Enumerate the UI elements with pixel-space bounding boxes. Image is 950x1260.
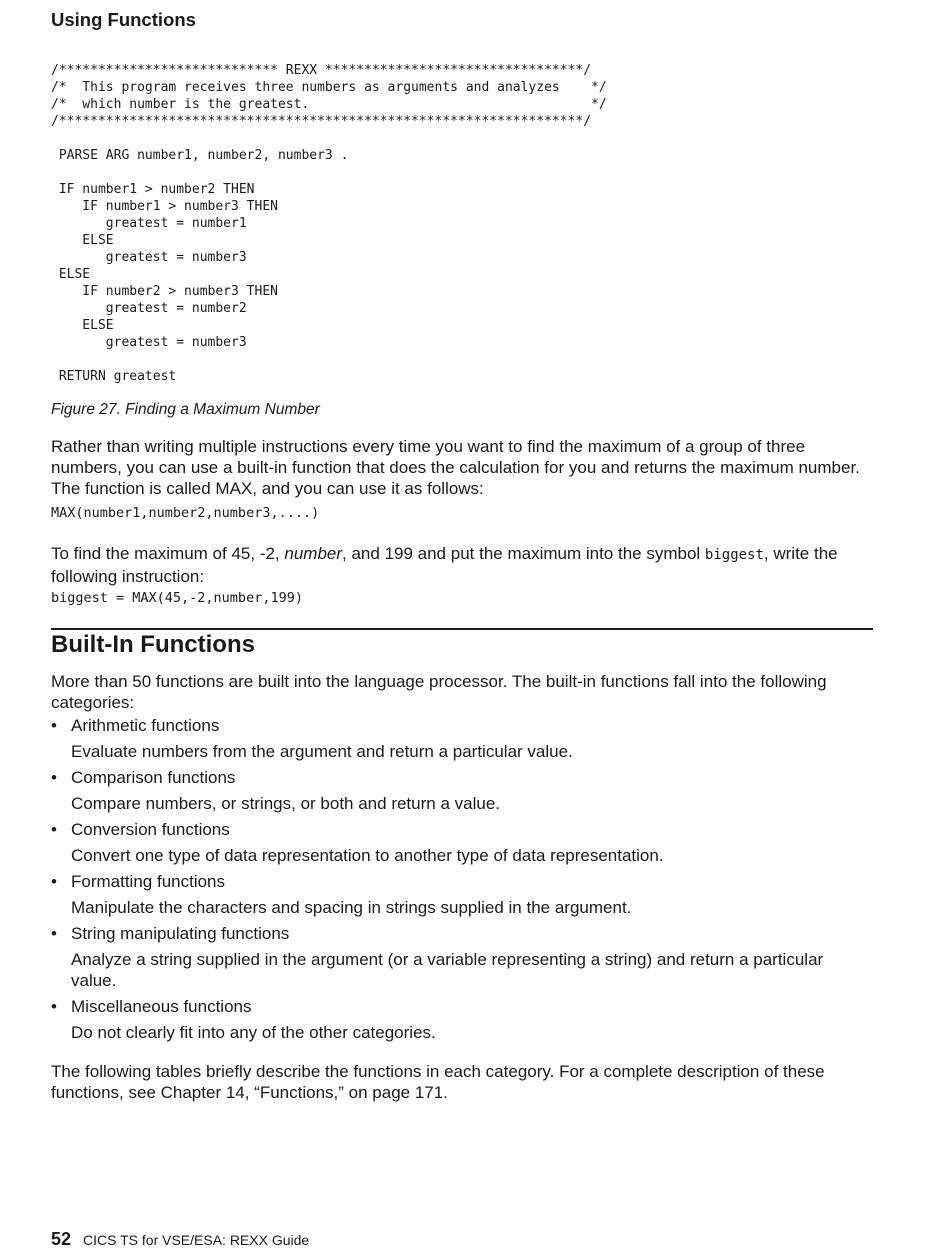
list-item [51,715,873,762]
list-item [51,767,873,814]
bullet-icon: • [51,716,57,735]
code-example: /**************************** REXX *********************************/ /* This program receives three numbers as arguments and analyzes */ /* which number is the greatest. */ /*******************************************************************/ PARSE ARG number1, number2, number3 . IF number1 > number2 THEN IF number1 > number3 THEN greatest = number1 ELSE greatest = number3 ELSE IF number2 > number3 THEN greatest = number2 ELSE greatest = number3 RETURN greatest [51,63,607,384]
variable-name: number [284,544,343,563]
category-name: Miscellaneous functions [71,997,252,1016]
section-title: Built-In Functions [51,631,255,658]
list-item [51,819,873,866]
closing-paragraph: The following tables briefly describe the functions in each category. For a complete description of these functions, see Chapter 14, “Functions,” on page 171. [51,1062,825,1102]
bullet-icon: • [51,820,57,839]
example-instruction: biggest = MAX(45,-2,number,199) [51,590,303,606]
category-description: Compare numbers, or strings, or both and return a value. [71,794,500,813]
bullet-icon: • [51,768,57,787]
category-description: Convert one type of data representation to another type of data representation. [71,846,664,865]
figure-caption: Figure 27. Finding a Maximum Number [51,401,320,418]
category-name: Formatting functions [71,872,226,891]
section-divider [51,628,873,630]
list-item [51,923,873,991]
category-name: Comparison functions [71,768,236,787]
category-name: Arithmetic functions [71,716,220,735]
example-text-2: , and 199 and put the maximum into the symbol [342,544,705,563]
example-paragraph [51,543,873,587]
category-description: Analyze a string supplied in the argument (or a variable representing a string) and return a particular value. [71,950,824,990]
example-text-1: To find the maximum of 45, -2, [51,544,285,563]
page-footer [51,1229,309,1250]
category-description: Evaluate numbers from the argument and return a particular value. [71,742,573,761]
max-intro-paragraph: Rather than writing multiple instructions every time you want to find the maximum of a group of three numbers, you can use a built-in function that does the calculation for you and returns the maximum number. The function is called MAX, and you can use it as follows: [51,437,860,498]
list-item [51,996,873,1043]
bullet-icon: • [51,924,57,943]
page-number: 52 [51,1229,72,1249]
book-title: CICS TS for VSE/ESA: REXX Guide [83,1232,310,1248]
running-header: Using Functions [51,9,196,30]
bullet-icon: • [51,997,57,1016]
symbol-name: biggest [704,547,764,563]
category-name: Conversion functions [71,820,230,839]
category-description: Manipulate the characters and spacing in strings supplied in the argument. [71,898,632,917]
category-list [51,715,873,1048]
category-name: String manipulating functions [71,924,290,943]
section-intro: More than 50 functions are built into the language processor. The built-in functions fall into the following categories: [51,672,827,712]
bullet-icon: • [51,872,57,891]
category-description: Do not clearly fit into any of the other categories. [71,1023,436,1042]
max-syntax: MAX(number1,number2,number3,....) [51,505,320,521]
list-item [51,871,873,918]
example-text-3: , write the following instruction: [51,544,838,586]
